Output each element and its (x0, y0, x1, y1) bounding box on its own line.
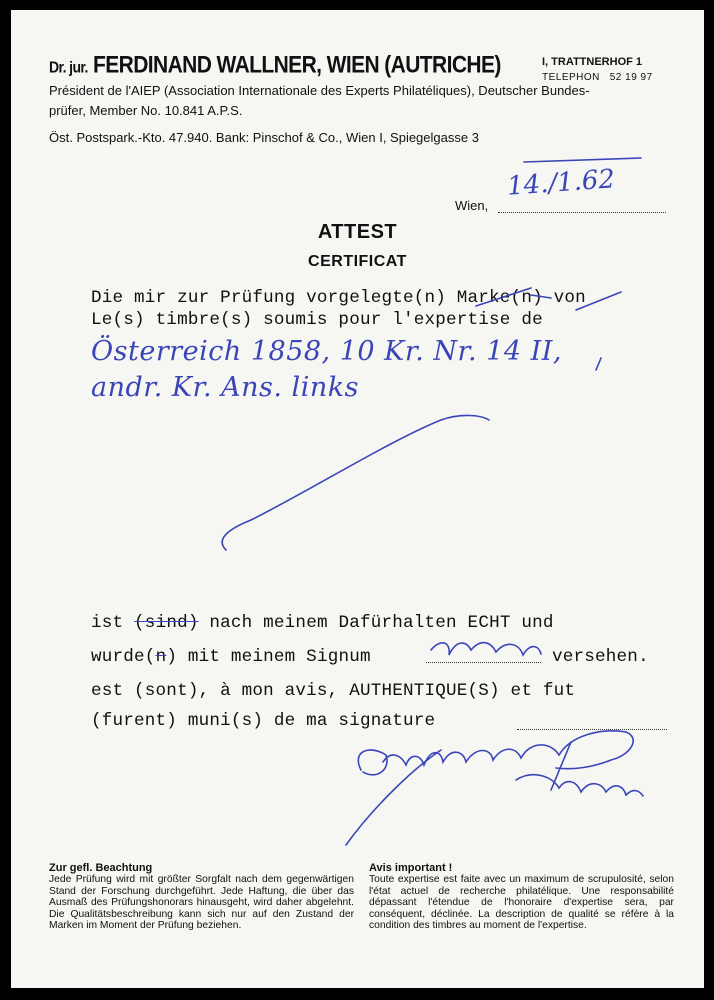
struck-n: n (155, 647, 167, 667)
handwritten-date: 14./1.62 (506, 164, 616, 202)
verdict-line-4: (furent) muni(s) de ma signature (91, 711, 436, 731)
date-underline-stroke (524, 158, 641, 162)
struck-plural: (sind) (134, 613, 199, 633)
telephone-number: 52 19 97 (609, 72, 653, 83)
letterhead-line-1: Président de l'AIEP (Association Internationale des Experts Philatéliques), Deutscher Bundes- (49, 83, 590, 98)
letterhead-line-2: prüfer, Member No. 10.841 A.P.S. (49, 103, 243, 118)
body-line-de: Die mir zur Prüfung vorgelegte(n) Marke(n) von (91, 288, 586, 308)
notice-french-title: Avis important ! (369, 862, 453, 874)
date-label: Wien, (455, 198, 489, 213)
verdict-1-end: nach meinem Dafürhalten ECHT und (198, 613, 554, 633)
certificate-page (11, 10, 704, 988)
notice-german (49, 862, 354, 932)
body-line-fr: Le(s) timbre(s) soumis pour l'expertise de (91, 310, 543, 330)
telephone-label: TELEPHON (542, 72, 600, 83)
signature-stroke-2 (516, 775, 643, 796)
cancellation-stroke (222, 415, 489, 550)
letterhead-bank-line: Öst. Postspark.-Kto. 47.940. Bank: Pinschof & Co., Wien I, Spiegelgasse 3 (49, 130, 479, 145)
verdict-2-mid: ) mit meinem Signum (166, 647, 371, 667)
verdict-2-start: wurde( (91, 647, 156, 667)
signum-stroke (431, 643, 541, 655)
address: I, TRATTNERHOF 1 (542, 56, 643, 68)
notice-german-title: Zur gefl. Beachtung (49, 862, 153, 874)
signature-stroke-1 (358, 731, 633, 775)
ink-marks (11, 10, 704, 988)
handwritten-stamp-description-2: andr. Kr. Ans. links (91, 372, 359, 403)
verdict-2-tail: versehen. (552, 647, 649, 667)
handwritten-stamp-description-1: Österreich 1858, 10 Kr. Nr. 14 II, (91, 336, 563, 367)
certificate-subtitle: CERTIFICAT (308, 253, 407, 270)
verdict-line-3: est (sont), à mon avis, AUTHENTIQUE(S) et fut (91, 681, 576, 701)
notice-french (369, 862, 674, 932)
notice-french-body: Toute expertise est faite avec un maximum de scrupulosité, selon l'état actuel de recherche philatélique. Une responsabilité dépassant l'étendue de l'honoraire d'expertise sera, par conséquent, déclinée. La description de qualité se réfère à la condition des timbres au moment de l'expertise. (369, 874, 674, 931)
expert-name: FERDINAND WALLNER, WIEN (AUTRICHE) (93, 52, 501, 79)
notice-german-body: Jede Prüfung wird mit größter Sorgfalt nach dem gegenwärtigen Stand der Forschung durchgeführt. Jede Haftung, die über das Ausmaß des Prüfungshonorars hinausgeht, wird daher abgelehnt. Die Qualitätsbeschreibung kann sich nur auf den Zustand der Marken im Moment der Prüfung beziehen. (49, 874, 354, 931)
name-prefix: Dr. jur. (49, 57, 88, 77)
verdict-1-start: ist (91, 613, 135, 633)
signature-flourish (346, 750, 441, 845)
body-correction-strokes (476, 288, 621, 310)
certificate-title: ATTEST (317, 221, 398, 243)
